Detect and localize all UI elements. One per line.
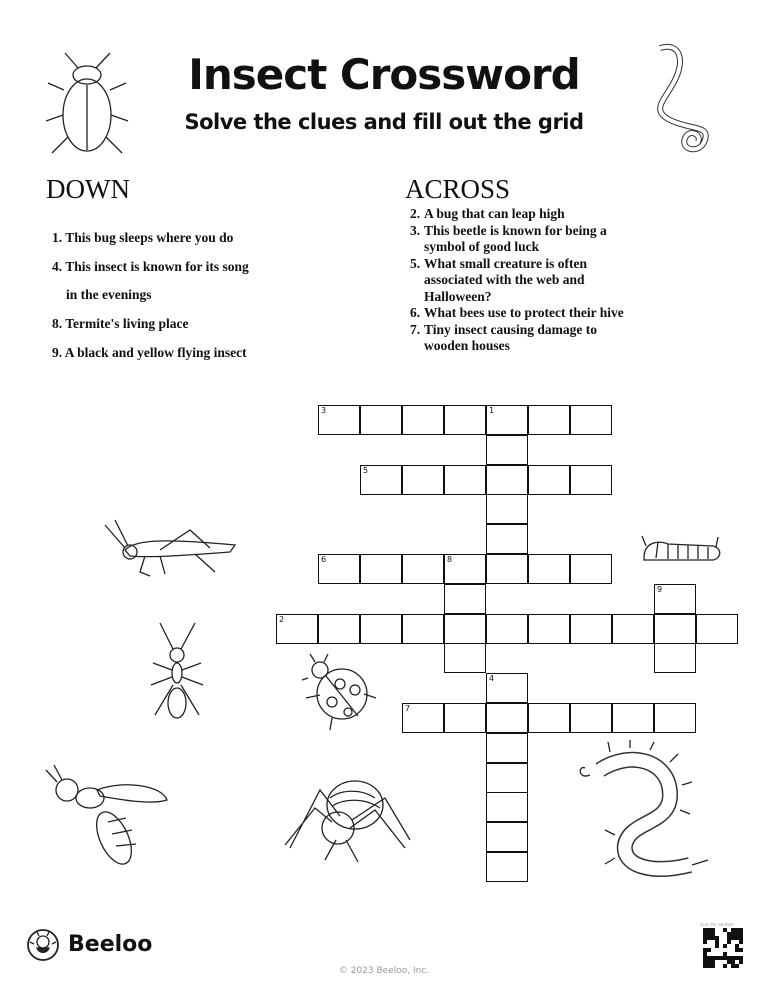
- grid-cell[interactable]: [360, 405, 402, 435]
- across-clue-6: [410, 305, 635, 322]
- cell-number: 3: [321, 406, 327, 415]
- down-clue-1: 1. This bug sleeps where you do: [52, 230, 234, 245]
- grid-cell[interactable]: [654, 643, 696, 673]
- clue-number: 3.: [410, 222, 421, 238]
- grid-cell[interactable]: [654, 614, 696, 644]
- wasp-illustration: [42, 760, 172, 870]
- grid-cell[interactable]: [444, 703, 486, 733]
- grid-cell[interactable]: [402, 614, 444, 644]
- grid-cell[interactable]: [528, 703, 570, 733]
- grid-cell[interactable]: [654, 584, 696, 614]
- beeloo-bee-logo-icon: [26, 928, 60, 962]
- cell-number: 9: [657, 584, 663, 594]
- grid-cell[interactable]: [276, 614, 318, 644]
- grid-cell[interactable]: [444, 405, 486, 435]
- grid-cell[interactable]: [570, 614, 612, 644]
- grid-cell[interactable]: [486, 852, 528, 882]
- grid-cell[interactable]: [486, 614, 528, 644]
- grid-cell[interactable]: [486, 673, 528, 703]
- clue-number: 5.: [410, 255, 421, 271]
- grid-cell[interactable]: [486, 494, 528, 524]
- clue-text: Tiny insect causing damage to wooden houses: [424, 321, 598, 353]
- down-clue-8: 8. Termite's living place: [52, 316, 189, 331]
- beetle-illustration: [40, 45, 135, 160]
- grid-cell[interactable]: [444, 614, 486, 644]
- grid-cell[interactable]: [402, 405, 444, 435]
- down-clue-4: 4. This insect is known for its song: [52, 259, 249, 274]
- grid-cell[interactable]: [444, 554, 486, 584]
- grid-cell[interactable]: [402, 554, 444, 584]
- clue-number: 7.: [410, 321, 421, 337]
- centipede-illustration: [570, 740, 710, 880]
- across-heading: ACROSS: [405, 174, 511, 204]
- grid-cell[interactable]: [528, 614, 570, 644]
- grid-cell[interactable]: [444, 465, 486, 495]
- down-clue-9: 9. A black and yellow flying insect: [52, 345, 247, 360]
- cell-number: 5: [363, 465, 369, 475]
- grid-cell[interactable]: [402, 465, 444, 495]
- grid-cell[interactable]: [570, 465, 612, 495]
- grid-cell[interactable]: [444, 643, 486, 673]
- grid-cell[interactable]: [654, 703, 696, 733]
- grid-cell[interactable]: [486, 465, 528, 495]
- grid-cell[interactable]: [570, 405, 612, 435]
- cell-number: 4: [489, 674, 495, 684]
- grid-cell[interactable]: [486, 792, 528, 822]
- cell-number: 1: [489, 406, 495, 415]
- clue-text: A bug that can leap high: [424, 206, 565, 221]
- ladybug-illustration: [300, 650, 382, 732]
- qr-code-icon[interactable]: [703, 928, 743, 968]
- page-subtitle: Solve the clues and fill out the grid: [184, 110, 584, 134]
- grid-cell[interactable]: [486, 435, 528, 465]
- scan-label: Scan for solution: [700, 922, 734, 927]
- grid-cell[interactable]: [360, 465, 402, 495]
- grid-cell[interactable]: [318, 405, 360, 435]
- across-clue-list: [410, 206, 635, 355]
- worm-illustration: [640, 40, 720, 160]
- grid-cell[interactable]: [486, 733, 528, 763]
- clue-text: What bees use to protect their hive: [424, 305, 624, 320]
- grid-cell[interactable]: [486, 405, 528, 435]
- ant-illustration: [145, 615, 210, 725]
- grid-cell[interactable]: [696, 614, 738, 644]
- down-clue-4-continued: in the evenings: [66, 287, 152, 302]
- grid-cell[interactable]: [528, 465, 570, 495]
- grid-cell[interactable]: [360, 614, 402, 644]
- across-clue-3: [410, 223, 635, 256]
- grid-cell[interactable]: [528, 554, 570, 584]
- grid-cell[interactable]: [570, 554, 612, 584]
- grid-cell[interactable]: [486, 763, 528, 793]
- grid-cell[interactable]: [486, 554, 528, 584]
- page-title: Insect Crossword: [188, 50, 580, 99]
- grid-cell[interactable]: [402, 703, 444, 733]
- cell-number: 2: [279, 614, 285, 624]
- grid-cell[interactable]: [360, 554, 402, 584]
- cell-number: 7: [405, 704, 411, 713]
- grid-cell[interactable]: [486, 703, 528, 733]
- cell-number: 8: [447, 555, 453, 564]
- caterpillar-illustration: [638, 532, 723, 564]
- clue-number: 2.: [410, 206, 421, 221]
- spider-illustration: [280, 770, 415, 865]
- brand-name: Beeloo: [68, 932, 153, 957]
- grid-cell[interactable]: [570, 703, 612, 733]
- across-clue-5: [410, 256, 635, 306]
- grid-cell[interactable]: [318, 554, 360, 584]
- grid-cell[interactable]: [528, 405, 570, 435]
- grid-cell[interactable]: [318, 614, 360, 644]
- grid-cell[interactable]: [486, 524, 528, 554]
- clue-text: What small creature is often associated with the web and Halloween?: [424, 255, 587, 304]
- grid-cell[interactable]: [612, 614, 654, 644]
- copyright: © 2023 Beeloo, Inc.: [338, 966, 430, 976]
- clue-number: 6.: [410, 305, 421, 320]
- across-clue-2: [410, 206, 635, 223]
- across-clue-7: [410, 322, 635, 355]
- grid-cell[interactable]: [486, 822, 528, 852]
- cell-number: 6: [321, 555, 327, 564]
- grasshopper-illustration: [100, 510, 240, 580]
- clue-text: This beetle is known for being a symbol of good luck: [424, 222, 607, 254]
- grid-cell[interactable]: [444, 584, 486, 614]
- down-heading: DOWN: [46, 174, 130, 204]
- grid-cell[interactable]: [612, 703, 654, 733]
